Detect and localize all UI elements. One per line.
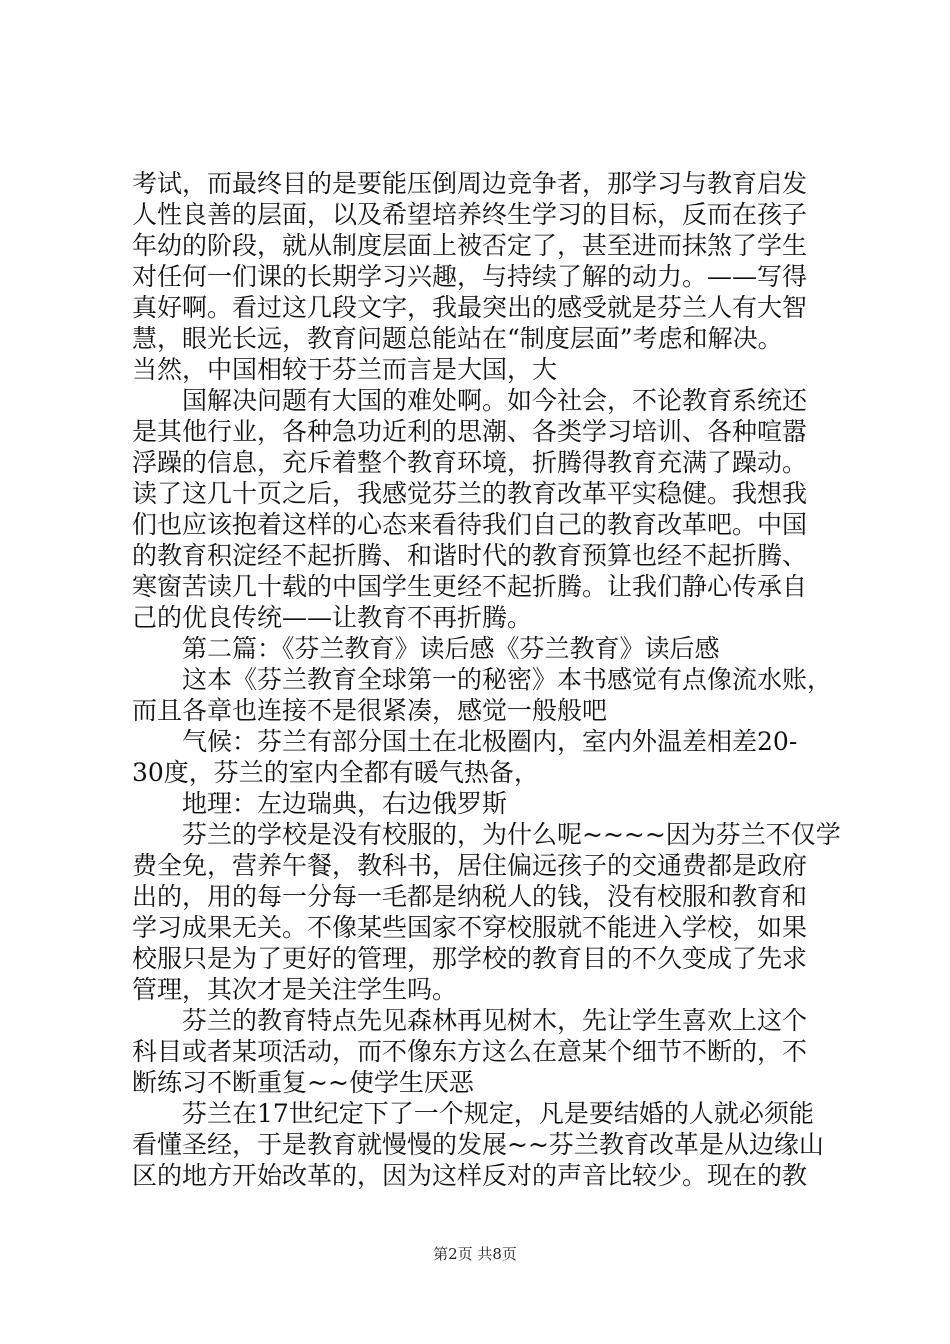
text-line: 芬兰在17世纪定下了一个规定，凡是要结婚的人就必须能 xyxy=(182,1099,814,1128)
text-line: 而且各章也连接不是很紧凑，感觉一般般吧 xyxy=(132,696,608,725)
text-line: 真好啊。看过这几段文字，我最突出的感受就是芬兰人有大智 xyxy=(132,293,808,322)
text-line: 是其他行业，各种急功近利的思潮、各类学习培训、各种喧嚣 xyxy=(132,417,808,446)
text-line: 寒窗苦读几十载的中国学生更经不起折腾。让我们静心传承自 xyxy=(132,572,808,601)
text-line: 学习成果无关。不像某些国家不穿校服就不能进入学校，如果 xyxy=(132,913,808,942)
text-line: 芬兰的教育特点先见森林再见树木，先让学生喜欢上这个 xyxy=(182,1006,808,1035)
text-line: 出的，用的每一分每一毛都是纳税人的钱，没有校服和教育和 xyxy=(132,882,808,911)
text-line: 区的地方开始改革的，因为这样反对的声音比较少。现在的教 xyxy=(132,1161,808,1190)
text-line: 慧，眼光长远，教育问题总能站在“制度层面”考虑和解决。 xyxy=(132,324,783,353)
text-line: 对任何一们课的长期学习兴趣，与持续了解的动力。——写得 xyxy=(132,262,808,291)
text-line: 人性良善的层面，以及希望培养终生学习的目标，反而在孩子 xyxy=(132,200,808,229)
text-line: 费全免，营养午餐，教科书，居住偏远孩子的交通费都是政府 xyxy=(132,851,808,880)
page-number-footer: 第2页 共8页 xyxy=(433,1245,517,1263)
text-line: 气候：芬兰有部分国土在北极圈内，室内外温差相差20- xyxy=(182,727,798,756)
section-heading: 第二篇：《芬兰教育》读后感《芬兰教育》读后感 xyxy=(182,634,720,663)
text-line: 浮躁的信息，充斥着整个教育环境，折腾得教育充满了躁动。 xyxy=(132,448,808,477)
text-line: 科目或者某项活动，而不像东方这么在意某个细节不断的，不 xyxy=(132,1037,808,1066)
text-line: 这本《芬兰教育全球第一的秘密》本书感觉有点像流水账， xyxy=(182,665,833,694)
text-line: 地理：左边瑞典，右边俄罗斯 xyxy=(182,789,508,818)
text-line: 校服只是为了更好的管理，那学校的教育目的不久变成了先求 xyxy=(132,944,808,973)
text-line: 年幼的阶段，就从制度层面上被否定了，甚至进而抹煞了学生 xyxy=(132,231,808,260)
text-line: 的教育积淀经不起折腾、和谐时代的教育预算也经不起折腾、 xyxy=(132,541,808,570)
body-text xyxy=(132,168,841,1191)
text-line: 芬兰的学校是没有校服的，为什么呢~~~~因为芬兰不仅学 xyxy=(182,820,841,849)
text-line: 考试，而最终目的是要能压倒周边竞争者，那学习与教育启发 xyxy=(132,169,808,198)
text-line: 读了这几十页之后，我感觉芬兰的教育改革平实稳健。我想我 xyxy=(132,479,808,508)
text-line: 看懂圣经，于是教育就慢慢的发展~~芬兰教育改革是从边缘山 xyxy=(132,1130,824,1159)
text-line: 当然，中国相较于芬兰而言是大国，大 xyxy=(132,355,558,384)
text-line: 管理，其次才是关注学生吗。 xyxy=(132,975,458,1004)
text-line: 30度，芬兰的室内全都有暖气热备， xyxy=(132,758,539,787)
text-line: 国解决问题有大国的难处啊。如今社会，不论教育系统还 xyxy=(182,386,808,415)
text-line: 断练习不断重复~~使学生厌恶 xyxy=(132,1068,474,1097)
text-line: 们也应该抱着这样的心态来看待我们自己的教育改革吧。中国 xyxy=(132,510,808,539)
text-line: 己的优良传统——让教育不再折腾。 xyxy=(132,603,533,632)
